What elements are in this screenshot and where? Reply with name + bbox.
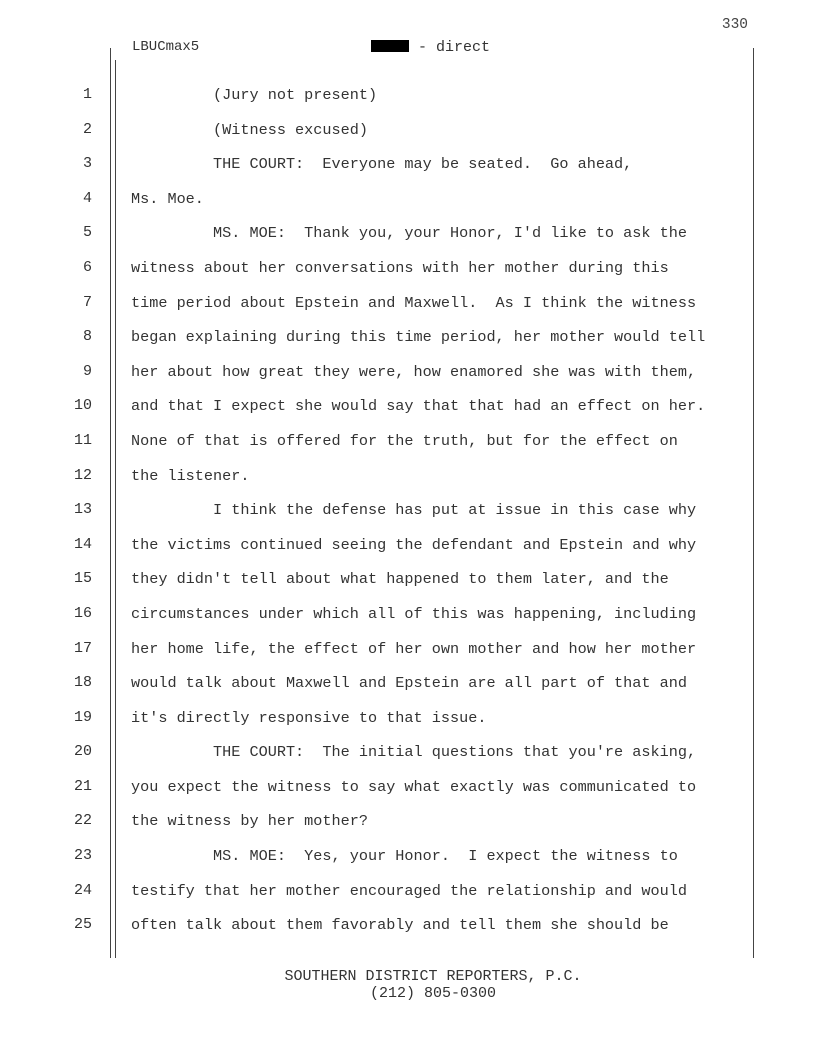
footer-phone: (212) 805-0300 (369, 985, 497, 1002)
line-number: 13 (73, 501, 92, 519)
transcript-line: THE COURT: Everyone may be seated. Go ahead, (131, 155, 633, 174)
transcript-line: MS. MOE: Thank you, your Honor, I'd like to ask the (131, 224, 687, 243)
line-number: 21 (73, 777, 92, 795)
line-number: 14 (73, 535, 92, 553)
header-witness-suffix: - direct (409, 39, 491, 56)
transcript-body (131, 86, 746, 951)
transcript-line: time period about Epstein and Maxwell. As I think the witness (131, 293, 697, 312)
transcript-line: (Witness excused) (131, 120, 368, 139)
line-number: 23 (73, 847, 92, 865)
header-case-id: LBUCmax5 (132, 39, 200, 55)
transcript-line: you expect the witness to say what exactly was communicated to (131, 777, 697, 796)
line-number: 12 (73, 466, 92, 484)
transcript-line: and that I expect she would say that that had an effect on her. (131, 397, 706, 416)
left-margin-rule-outer (110, 48, 111, 958)
page-number: 330 (721, 17, 748, 33)
transcript-line: they didn't tell about what happened to them later, and the (131, 570, 669, 589)
transcript-line: the victims continued seeing the defendant and Epstein and why (131, 535, 697, 554)
line-number: 25 (73, 916, 92, 934)
right-margin-rule (753, 48, 754, 958)
transcript-line: the listener. (131, 466, 250, 485)
line-number: 5 (82, 224, 92, 242)
line-number: 3 (82, 155, 92, 173)
transcript-line: MS. MOE: Yes, your Honor. I expect the witness to (131, 847, 678, 866)
line-number: 22 (73, 812, 92, 830)
transcript-line: it's directly responsive to that issue. (131, 708, 487, 727)
transcript-line: None of that is offered for the truth, but for the effect on (131, 431, 678, 450)
transcript-line: Ms. Moe. (131, 189, 204, 208)
line-number: 18 (73, 674, 92, 692)
line-numbers (60, 86, 92, 951)
transcript-line: her about how great they were, how enamored she was with them, (131, 362, 697, 381)
footer (0, 968, 816, 1002)
line-number: 4 (82, 189, 92, 207)
line-number: 1 (82, 86, 92, 103)
transcript-line: testify that her mother encouraged the relationship and would (131, 881, 687, 900)
line-number: 10 (73, 397, 92, 415)
line-number: 7 (82, 293, 92, 311)
left-margin-rule-inner (115, 60, 116, 958)
line-number: 20 (73, 743, 92, 761)
transcript-line: began explaining during this time period, her mother would tell (131, 328, 706, 347)
transcript-line: circumstances under which all of this was happening, including (131, 604, 697, 623)
redaction-box (371, 40, 409, 52)
line-number: 11 (73, 431, 92, 449)
line-number: 15 (73, 570, 92, 588)
line-number: 9 (82, 362, 92, 380)
line-number: 17 (73, 639, 92, 657)
line-number: 6 (82, 258, 92, 276)
transcript-line: I think the defense has put at issue in this case why (131, 501, 697, 520)
line-number: 24 (73, 881, 92, 899)
transcript-line: (Jury not present) (131, 86, 378, 104)
transcript-line: the witness by her mother? (131, 812, 368, 831)
transcript-line: THE COURT: The initial questions that you're asking, (131, 743, 697, 762)
header-witness (371, 39, 490, 56)
line-number: 8 (82, 328, 92, 346)
footer-reporter: SOUTHERN DISTRICT REPORTERS, P.C. (284, 968, 582, 985)
line-number: 16 (73, 604, 92, 622)
transcript-line: witness about her conversations with her mother during this (131, 258, 669, 277)
transcript-line: her home life, the effect of her own mother and how her mother (131, 639, 697, 658)
line-number: 2 (82, 120, 92, 138)
transcript-line: often talk about them favorably and tell them she should be (131, 916, 669, 935)
transcript-line: would talk about Maxwell and Epstein are all part of that and (131, 674, 687, 693)
line-number: 19 (73, 708, 92, 726)
